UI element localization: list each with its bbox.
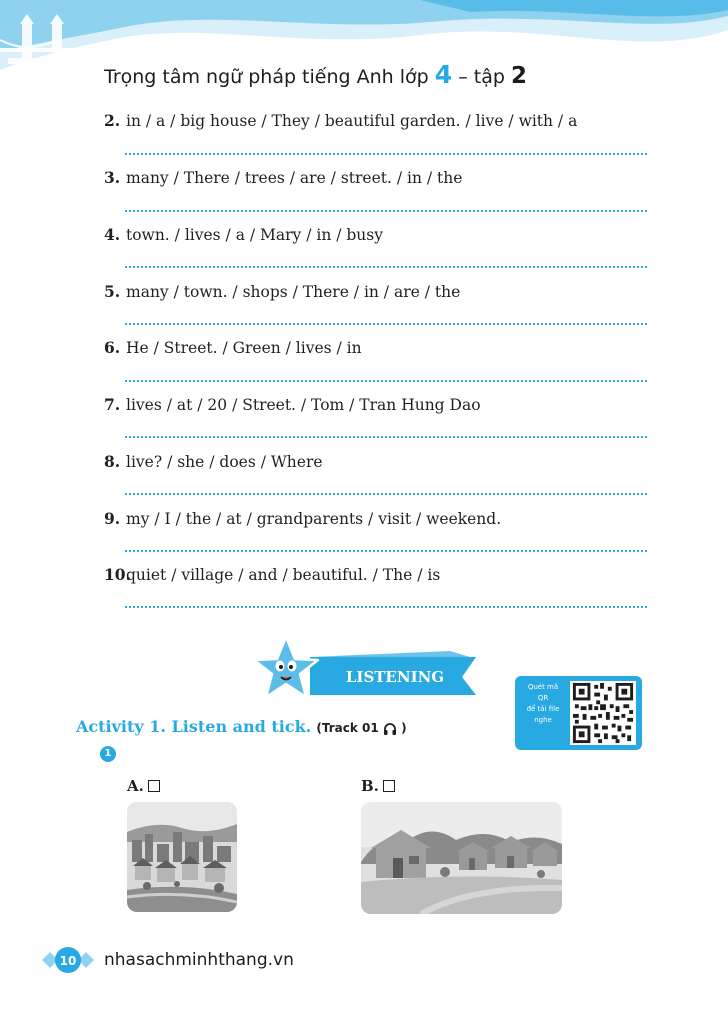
listening-label: LISTENING	[345, 668, 445, 686]
answer-line[interactable]	[125, 210, 647, 212]
qr-caption-line: Quét mã	[527, 683, 559, 691]
track-label	[316, 721, 406, 735]
page-number-badge	[42, 945, 94, 975]
exercise-number: 6.	[104, 338, 121, 357]
option-a[interactable]	[127, 777, 160, 795]
exercise-number: 7.	[104, 395, 121, 414]
option-a-checkbox[interactable]	[148, 780, 160, 792]
listening-banner	[250, 635, 480, 707]
exercise-prompt: He / Street. / Green / lives / in	[126, 339, 362, 357]
page-number: 10	[59, 954, 77, 968]
exercise-number: 5.	[104, 282, 121, 301]
exercise-prompt: many / town. / shops / There / in / are / the	[126, 283, 461, 301]
exercise-item	[104, 225, 664, 244]
exercise-number: 3.	[104, 168, 121, 187]
qr-caption-line: nghe	[534, 716, 552, 724]
exercise-item	[104, 338, 664, 357]
exercise-prompt: many / There / trees / are / street. / in / the	[126, 169, 463, 187]
book-title-grade: 4	[434, 60, 453, 89]
book-title-volume: 2	[510, 63, 527, 89]
exercise-item	[104, 565, 664, 584]
option-a-label: A.	[127, 777, 144, 795]
track-label-close: )	[401, 721, 407, 735]
option-b-checkbox[interactable]	[383, 780, 395, 792]
answer-line[interactable]	[125, 323, 647, 325]
exercise-item	[104, 111, 664, 130]
village-picture	[361, 802, 562, 914]
qr-code-icon[interactable]	[570, 681, 636, 745]
qr-caption-line: để tải file	[526, 705, 560, 713]
answer-line[interactable]	[125, 380, 647, 382]
qr-caption-line: QR	[537, 694, 549, 702]
answer-line[interactable]	[125, 266, 647, 268]
book-title-dash: – tập	[458, 66, 505, 88]
exercise-item	[104, 395, 664, 414]
question-number-badge: 1	[100, 746, 116, 762]
headphone-icon[interactable]	[383, 722, 397, 736]
answer-line[interactable]	[125, 153, 647, 155]
option-b[interactable]	[361, 777, 395, 795]
exercise-item	[104, 168, 664, 187]
exercise-prompt: live? / she / does / Where	[126, 453, 323, 471]
star-mascot-icon	[254, 637, 318, 697]
exercise-prompt: in / a / big house / They / beautiful garden. / live / with / a	[126, 112, 578, 130]
qr-download-box[interactable]	[515, 676, 642, 750]
exercise-item	[104, 282, 664, 301]
book-title-prefix: Trọng tâm ngữ pháp tiếng Anh lớp	[104, 66, 429, 88]
exercise-prompt: town. / lives / a / Mary / in / busy	[126, 226, 383, 244]
track-label-text: (Track 01	[316, 721, 379, 735]
qr-caption	[519, 682, 567, 726]
exercise-prompt: lives / at / 20 / Street. / Tom / Tran Hung Dao	[126, 396, 481, 414]
exercise-item	[104, 452, 664, 471]
answer-line[interactable]	[125, 493, 647, 495]
exercise-item	[104, 509, 664, 528]
answer-line[interactable]	[125, 550, 647, 552]
publisher-url[interactable]: nhasachminhthang.vn	[104, 950, 294, 970]
answer-line[interactable]	[125, 606, 647, 608]
town-picture	[127, 802, 237, 912]
activity-heading	[76, 717, 407, 736]
exercise-prompt: quiet / village / and / beautiful. / The / is	[126, 566, 441, 584]
option-b-label: B.	[361, 777, 379, 795]
exercise-number: 10.	[104, 565, 131, 584]
exercise-number: 4.	[104, 225, 121, 244]
exercise-number: 8.	[104, 452, 121, 471]
book-title	[104, 60, 527, 89]
exercise-number: 9.	[104, 509, 121, 528]
answer-line[interactable]	[125, 436, 647, 438]
activity-title: Activity 1. Listen and tick.	[76, 717, 312, 736]
exercise-number: 2.	[104, 111, 121, 130]
exercise-prompt: my / I / the / at / grandparents / visit / weekend.	[126, 510, 502, 528]
